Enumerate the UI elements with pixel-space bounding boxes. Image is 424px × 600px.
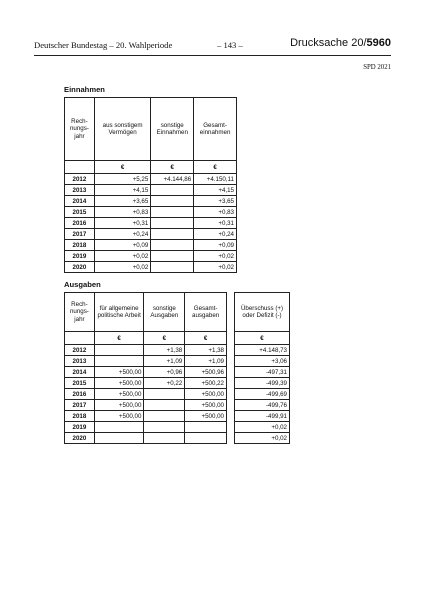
table-row xyxy=(65,411,227,422)
vermoegen-cell: +3,65 xyxy=(94,196,150,207)
sonstige-cell xyxy=(151,218,194,229)
unit-cell: € xyxy=(94,332,144,345)
year-cell: 2017 xyxy=(65,400,95,411)
vermoegen-cell: +4,15 xyxy=(94,185,150,196)
gesamt-cell: +0,24 xyxy=(194,229,237,240)
year-cell: 2020 xyxy=(65,433,95,444)
unit-cell: € xyxy=(151,161,194,174)
saldo-cell: -499,76 xyxy=(235,400,290,411)
year-cell: 2017 xyxy=(65,229,95,240)
politisch-cell: +500,00 xyxy=(94,378,144,389)
sonstige-cell xyxy=(151,185,194,196)
table-row xyxy=(65,378,227,389)
saldo-rows xyxy=(235,345,290,444)
politisch-cell: +500,00 xyxy=(94,367,144,378)
saldo-cell: +0,02 xyxy=(235,433,290,444)
sonstige-cell: +4.144,86 xyxy=(151,174,194,185)
unit-cell-empty xyxy=(65,161,95,174)
gesamt-cell: +1,09 xyxy=(185,356,227,367)
table-row xyxy=(235,367,290,378)
ausgaben-table xyxy=(64,292,227,444)
col-header-politische-arbeit: für allgemeine politische Arbeit xyxy=(94,293,144,332)
unit-cell: € xyxy=(235,332,290,345)
table-row xyxy=(65,356,227,367)
col-header-sonstige-ausgaben: sonstige Ausgaben xyxy=(144,293,185,332)
table-row xyxy=(65,422,227,433)
gesamt-cell: +500,00 xyxy=(185,400,227,411)
col-header-gesamtausgaben: Gesamt-ausgaben xyxy=(185,293,227,332)
table-row xyxy=(235,356,290,367)
year-cell: 2012 xyxy=(65,345,95,356)
unit-cell: € xyxy=(194,161,237,174)
unit-row xyxy=(65,161,237,174)
gesamt-cell: +0,09 xyxy=(194,240,237,251)
table-row xyxy=(65,400,227,411)
year-cell: 2012 xyxy=(65,174,95,185)
table-header-row xyxy=(65,293,227,332)
year-cell: 2014 xyxy=(65,367,95,378)
sonstige-cell xyxy=(151,251,194,262)
saldo-cell: -499,39 xyxy=(235,378,290,389)
sonstige-cell xyxy=(144,422,185,433)
year-cell: 2013 xyxy=(65,185,95,196)
table-row xyxy=(235,400,290,411)
saldo-cell: -499,91 xyxy=(235,411,290,422)
header-rule xyxy=(34,55,391,56)
unit-row xyxy=(235,332,290,345)
table-row xyxy=(235,433,290,444)
einnahmen-table xyxy=(64,97,237,273)
gesamt-cell: +4,15 xyxy=(194,185,237,196)
vermoegen-cell: +5,25 xyxy=(94,174,150,185)
sonstige-cell: +0,22 xyxy=(144,378,185,389)
gesamt-cell: +0,02 xyxy=(194,251,237,262)
year-cell: 2018 xyxy=(65,240,95,251)
vermoegen-cell: +0,83 xyxy=(94,207,150,218)
year-cell: 2015 xyxy=(65,207,95,218)
gesamt-cell: +500,00 xyxy=(185,389,227,400)
table-row xyxy=(65,174,237,185)
col-header-sonstige-einnahmen: sonstige Einnahmen xyxy=(151,98,194,161)
sonstige-cell xyxy=(144,411,185,422)
politisch-cell: +500,00 xyxy=(94,411,144,422)
sonstige-cell xyxy=(151,229,194,240)
table-row xyxy=(65,196,237,207)
sonstige-cell xyxy=(151,207,194,218)
saldo-cell: -499,69 xyxy=(235,389,290,400)
document-number-value: 5960 xyxy=(366,37,391,49)
year-cell: 2019 xyxy=(65,251,95,262)
year-cell: 2016 xyxy=(65,389,95,400)
politisch-cell: +500,00 xyxy=(94,400,144,411)
col-header-saldo: Überschuss (+) oder Defizit (-) xyxy=(235,293,290,332)
header-left-text: Deutscher Bundestag – 20. Wahlperiode xyxy=(34,40,173,50)
ausgaben-rows xyxy=(65,345,227,444)
gesamt-cell: +0,83 xyxy=(194,207,237,218)
year-cell: 2019 xyxy=(65,422,95,433)
col-header-year: Rech-nungs-jahr xyxy=(65,98,95,161)
unit-row xyxy=(65,332,227,345)
table-row xyxy=(65,433,227,444)
sonstige-cell xyxy=(151,196,194,207)
sonstige-cell xyxy=(144,400,185,411)
table-row xyxy=(235,411,290,422)
document-number xyxy=(290,37,391,49)
page-header xyxy=(34,38,391,54)
politisch-cell xyxy=(94,356,144,367)
sonstige-cell xyxy=(151,240,194,251)
table-header-row xyxy=(65,98,237,161)
vermoegen-cell: +0,24 xyxy=(94,229,150,240)
politisch-cell xyxy=(94,422,144,433)
gesamt-cell xyxy=(185,433,227,444)
col-header-vermoegen: aus sonstigem Vermögen xyxy=(94,98,150,161)
party-year-label: SPD 2021 xyxy=(363,64,391,71)
table-row xyxy=(235,422,290,433)
politisch-cell xyxy=(94,433,144,444)
vermoegen-cell: +0,09 xyxy=(94,240,150,251)
ausgaben-title: Ausgaben xyxy=(64,280,101,289)
politisch-cell xyxy=(94,345,144,356)
year-cell: 2014 xyxy=(65,196,95,207)
table-row xyxy=(65,345,227,356)
year-cell: 2016 xyxy=(65,218,95,229)
einnahmen-title: Einnahmen xyxy=(64,85,105,94)
gesamt-cell: +0,31 xyxy=(194,218,237,229)
table-row xyxy=(65,389,227,400)
year-cell: 2020 xyxy=(65,262,95,273)
saldo-cell: -497,31 xyxy=(235,367,290,378)
table-header-row xyxy=(235,293,290,332)
gesamt-cell: +500,96 xyxy=(185,367,227,378)
vermoegen-cell: +0,02 xyxy=(94,262,150,273)
unit-cell-empty xyxy=(65,332,95,345)
page-number: – 143 – xyxy=(217,40,243,50)
sonstige-cell xyxy=(144,433,185,444)
year-cell: 2018 xyxy=(65,411,95,422)
table-row xyxy=(65,251,237,262)
gesamt-cell xyxy=(185,422,227,433)
sonstige-cell: +1,38 xyxy=(144,345,185,356)
document-number-prefix: Drucksache 20/ xyxy=(290,37,367,49)
table-row xyxy=(235,345,290,356)
gesamt-cell: +500,00 xyxy=(185,411,227,422)
sonstige-cell: +1,09 xyxy=(144,356,185,367)
vermoegen-cell: +0,02 xyxy=(94,251,150,262)
sonstige-cell: +0,96 xyxy=(144,367,185,378)
sonstige-cell xyxy=(144,389,185,400)
saldo-cell: +0,02 xyxy=(235,422,290,433)
einnahmen-rows xyxy=(65,174,237,273)
vermoegen-cell: +0,31 xyxy=(94,218,150,229)
table-row xyxy=(65,218,237,229)
year-cell: 2013 xyxy=(65,356,95,367)
unit-cell: € xyxy=(144,332,185,345)
unit-cell: € xyxy=(185,332,227,345)
table-row xyxy=(65,262,237,273)
saldo-table xyxy=(234,292,290,444)
gesamt-cell: +3,65 xyxy=(194,196,237,207)
gesamt-cell: +1,38 xyxy=(185,345,227,356)
table-row xyxy=(235,389,290,400)
table-row xyxy=(65,240,237,251)
gesamt-cell: +4.150,11 xyxy=(194,174,237,185)
unit-cell: € xyxy=(94,161,150,174)
table-row xyxy=(65,229,237,240)
year-cell: 2015 xyxy=(65,378,95,389)
politisch-cell: +500,00 xyxy=(94,389,144,400)
table-row xyxy=(65,185,237,196)
table-row xyxy=(65,367,227,378)
saldo-cell: +4.148,73 xyxy=(235,345,290,356)
saldo-cell: +3,06 xyxy=(235,356,290,367)
table-row xyxy=(65,207,237,218)
table-row xyxy=(235,378,290,389)
gesamt-cell: +500,22 xyxy=(185,378,227,389)
sonstige-cell xyxy=(151,262,194,273)
gesamt-cell: +0,02 xyxy=(194,262,237,273)
col-header-gesamteinnahmen: Gesamt-einnahmen xyxy=(194,98,237,161)
col-header-year: Rech-nungs-jahr xyxy=(65,293,95,332)
